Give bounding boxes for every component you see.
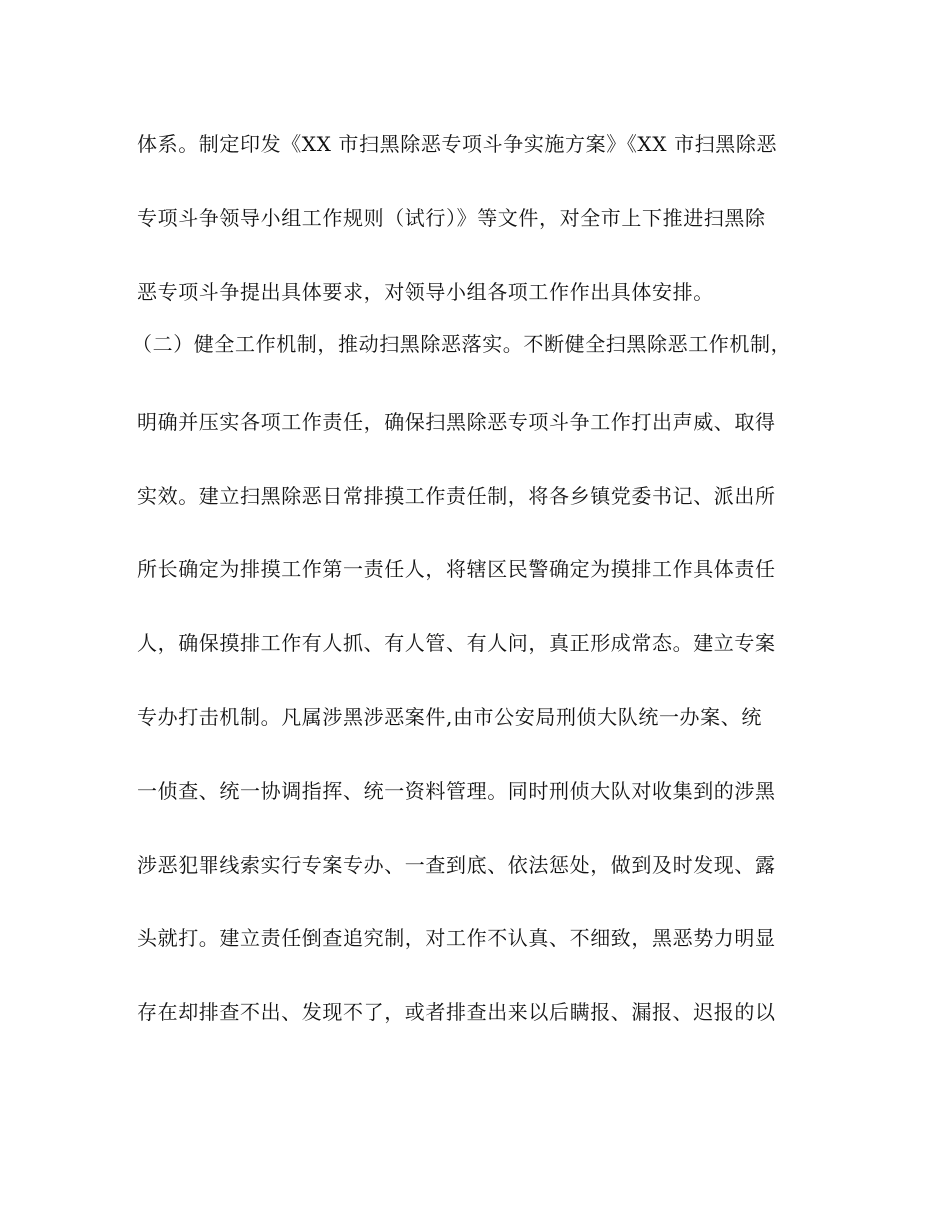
text-line: 专办打击机制。凡属涉黑涉恶案件,由市公安局刑侦大队统一办案、统 xyxy=(137,705,762,729)
text-line: 涉恶犯罪线索实行专案专办、一查到底、依法惩处，做到及时发现、露 xyxy=(137,853,776,877)
section-heading-line: （二）健全工作机制，推动扫黑除恶落实。不断健全扫黑除恶工作机制， xyxy=(132,332,792,356)
text-line: 存在却排查不出、发现不了，或者排查出来以后瞒报、漏报、迟报的以 xyxy=(137,1000,776,1024)
text-line: 一侦查、统一协调指挥、统一资料管理。同时刑侦大队对收集到的涉黑 xyxy=(137,779,776,803)
text-line: 恶专项斗争提出具体要求，对领导小组各项工作作出具体安排。 xyxy=(137,280,714,304)
text-line: 实效。建立扫黑除恶日常排摸工作责任制，将各乡镇党委书记、派出所 xyxy=(137,484,776,508)
text-line: 专项斗争领导小组工作规则（试行）》等文件，对全市上下推进扫黑除 xyxy=(137,206,766,230)
text-line: 所长确定为排摸工作第一责任人，将辖区民警确定为摸排工作具体责任 xyxy=(137,557,776,581)
text-line: 体系。制定印发《XX 市扫黑除恶专项斗争实施方案》《XX 市扫黑除恶 xyxy=(137,132,778,156)
text-line: 明确并压实各项工作责任，确保扫黑除恶专项斗争工作打出声威、取得 xyxy=(137,410,776,434)
text-line: 人，确保摸排工作有人抓、有人管、有人问，真正形成常态。建立专案 xyxy=(137,631,776,655)
text-line: 头就打。建立责任倒查追究制，对工作不认真、不细致，黑恶势力明显 xyxy=(137,926,776,950)
